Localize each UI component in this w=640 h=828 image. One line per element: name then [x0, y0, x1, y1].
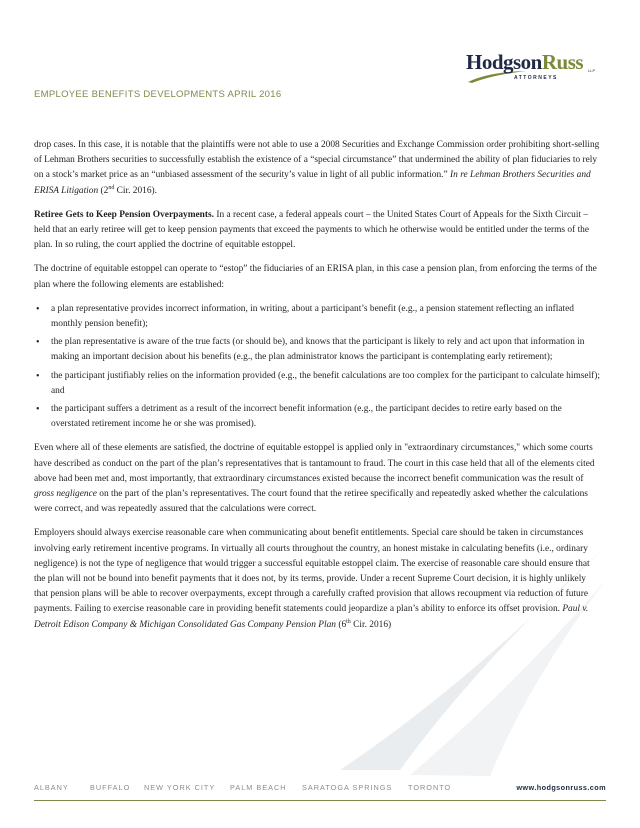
- footer-divider: [34, 800, 606, 801]
- footer-city-palm-beach: PALM BEACH: [230, 783, 287, 792]
- list-item: [34, 402, 602, 432]
- citation-ordinal: th: [346, 618, 351, 625]
- paragraph-text: The doctrine of equitable estoppel can operate to “estop” the fiduciaries of an ERISA plan, in this case a pension plan, from enforcing the terms of the plan where the following elements are established:: [34, 264, 597, 290]
- elements-list: [34, 302, 602, 433]
- bullet-icon: •: [36, 370, 40, 382]
- logo-word-hodgson: Hodgson: [466, 50, 542, 74]
- paragraph-lehman: [34, 138, 602, 199]
- footer-city-buffalo: BUFFALO: [90, 783, 131, 792]
- case-citation: Paul v. Detroit Edison Company & Michigan Consolidated Gas Company Pension Plan: [34, 604, 589, 630]
- paragraph-text: Even where all of these elements are satisfied, the doctrine of equitable estoppel is applied only in "extraordinary circumstances," which some courts have described as conduct on the part of the plan’s representatives that is tantamount to fraud. The court in this case held that all of the elements cited above had been met and, most importantly, that extraordinary circumstances existed because the incorrect benefit communication was the result of: [34, 443, 595, 484]
- citation-ordinal: nd: [108, 184, 115, 191]
- footer-website-link[interactable]: www.hodgsonruss.com: [516, 783, 606, 792]
- paragraph-text: In a recent case, a federal appeals court – the United States Court of Appeals for the Sixth Circuit – held that an early retiree will get to keep pension payments that exceed the payments to which he otherwise would be entitled under the terms of the plan. In so ruling, the court applied the doctrine of equitable estoppel.: [34, 209, 590, 251]
- footer-city-saratoga: SARATOGA SPRINGS: [302, 783, 393, 792]
- emphasis-text: gross negligence: [34, 489, 97, 500]
- paragraph-text: on the part of the plan’s representatives. The court found that the retiree specifically and repeatedly asked whether the calculations were correct, and was repeatedly assured that the calculations were correct.: [34, 489, 588, 515]
- logo-llp: LLP: [588, 68, 596, 73]
- paragraph-text: Employers should always exercise reasonable care when communicating about benefit entitlements. Special care should be taken in circumstances involving early retirement incentive programs. In virtually all courts throughout the country, an honest mistake in calculating benefits (i.e., ordinary negligence) is not the type of negligence that would trigger a successful equitable estoppel claim. The exercise of reasonable care should ensure that the plan will not be bound into benefit payments that it does not, by its terms, provide. Under a recent Supreme Court decision, it is highly unlikely that pension plans will be able to recover overpayments, except through a carefully crafted provision that allows recoupment via reduction of future payments. Failing to exercise reasonable care in providing benefit statements could jeopardize a plan’s ability to enforce its offset provision.: [34, 528, 590, 615]
- bullet-icon: •: [36, 337, 40, 349]
- paragraph-retiree: [34, 208, 602, 254]
- newsletter-title: EMPLOYEE BENEFITS DEVELOPMENTS APRIL 2016: [34, 89, 282, 100]
- logo-word-russ: Russ: [541, 50, 584, 74]
- list-item-text: the plan representative is aware of the true facts (or should be), and knows that the participant is likely to rely and act upon that information in making an important decision about his benefits (e.g., the plan administrator knows the participant is contemplating early retirement);: [51, 337, 585, 363]
- paragraph-extraordinary: [34, 441, 602, 517]
- bullet-icon: •: [36, 303, 40, 315]
- list-item-text: the participant suffers a detriment as a result of the incorrect benefit information (e.g., the participant decides to retire early based on the overstated retirement income he or she was promised).: [51, 404, 562, 430]
- list-item: [34, 335, 602, 365]
- bullet-icon: •: [36, 404, 40, 416]
- footer-city-new-york: NEW YORK CITY: [144, 783, 216, 792]
- footer: [34, 783, 606, 797]
- list-item-text: a plan representative provides incorrect information, in writing, about a participant’s benefit (e.g., a pension statement reflecting an inflated monthly pension benefit);: [51, 303, 574, 330]
- paragraph-doctrine: [34, 262, 602, 292]
- list-item: [34, 369, 602, 399]
- case-citation: In re Lehman Brothers Securities and ERISA Litigation: [34, 170, 591, 196]
- list-item-text: the participant justifiably relies on the information provided (e.g., the benefit calculations are too complex for the participant to calculate himself); and: [51, 370, 601, 396]
- citation-close: Cir. 2016).: [114, 185, 158, 196]
- article-body: [34, 138, 602, 642]
- footer-city-albany: ALBANY: [34, 783, 69, 792]
- paragraph-text: drop cases. In this case, it is notable that the plaintiffs were not able to use a 2008 Securities and Exchange Commission order prohibiting short-selling of Lehman Brothers securities to successfully establish the existence of a “special circumstance” that undermined the ability of plan fiduciaries to rely on a stock’s market price as an “unbiased assessment of the security’s value in light of all public information.”: [34, 140, 600, 181]
- list-item: [34, 302, 602, 332]
- firm-logo: [466, 46, 596, 88]
- paragraph-employers: [34, 526, 602, 632]
- citation-open: (6: [335, 619, 347, 630]
- section-heading: Retiree Gets to Keep Pension Overpayments.: [34, 209, 214, 220]
- logo-subtitle: ATTORNEYS: [514, 75, 558, 81]
- logo-wordmark: [466, 50, 583, 75]
- citation-open: (2: [98, 185, 109, 196]
- citation-close: Cir. 2016): [350, 619, 392, 630]
- footer-city-toronto: TORONTO: [408, 783, 452, 792]
